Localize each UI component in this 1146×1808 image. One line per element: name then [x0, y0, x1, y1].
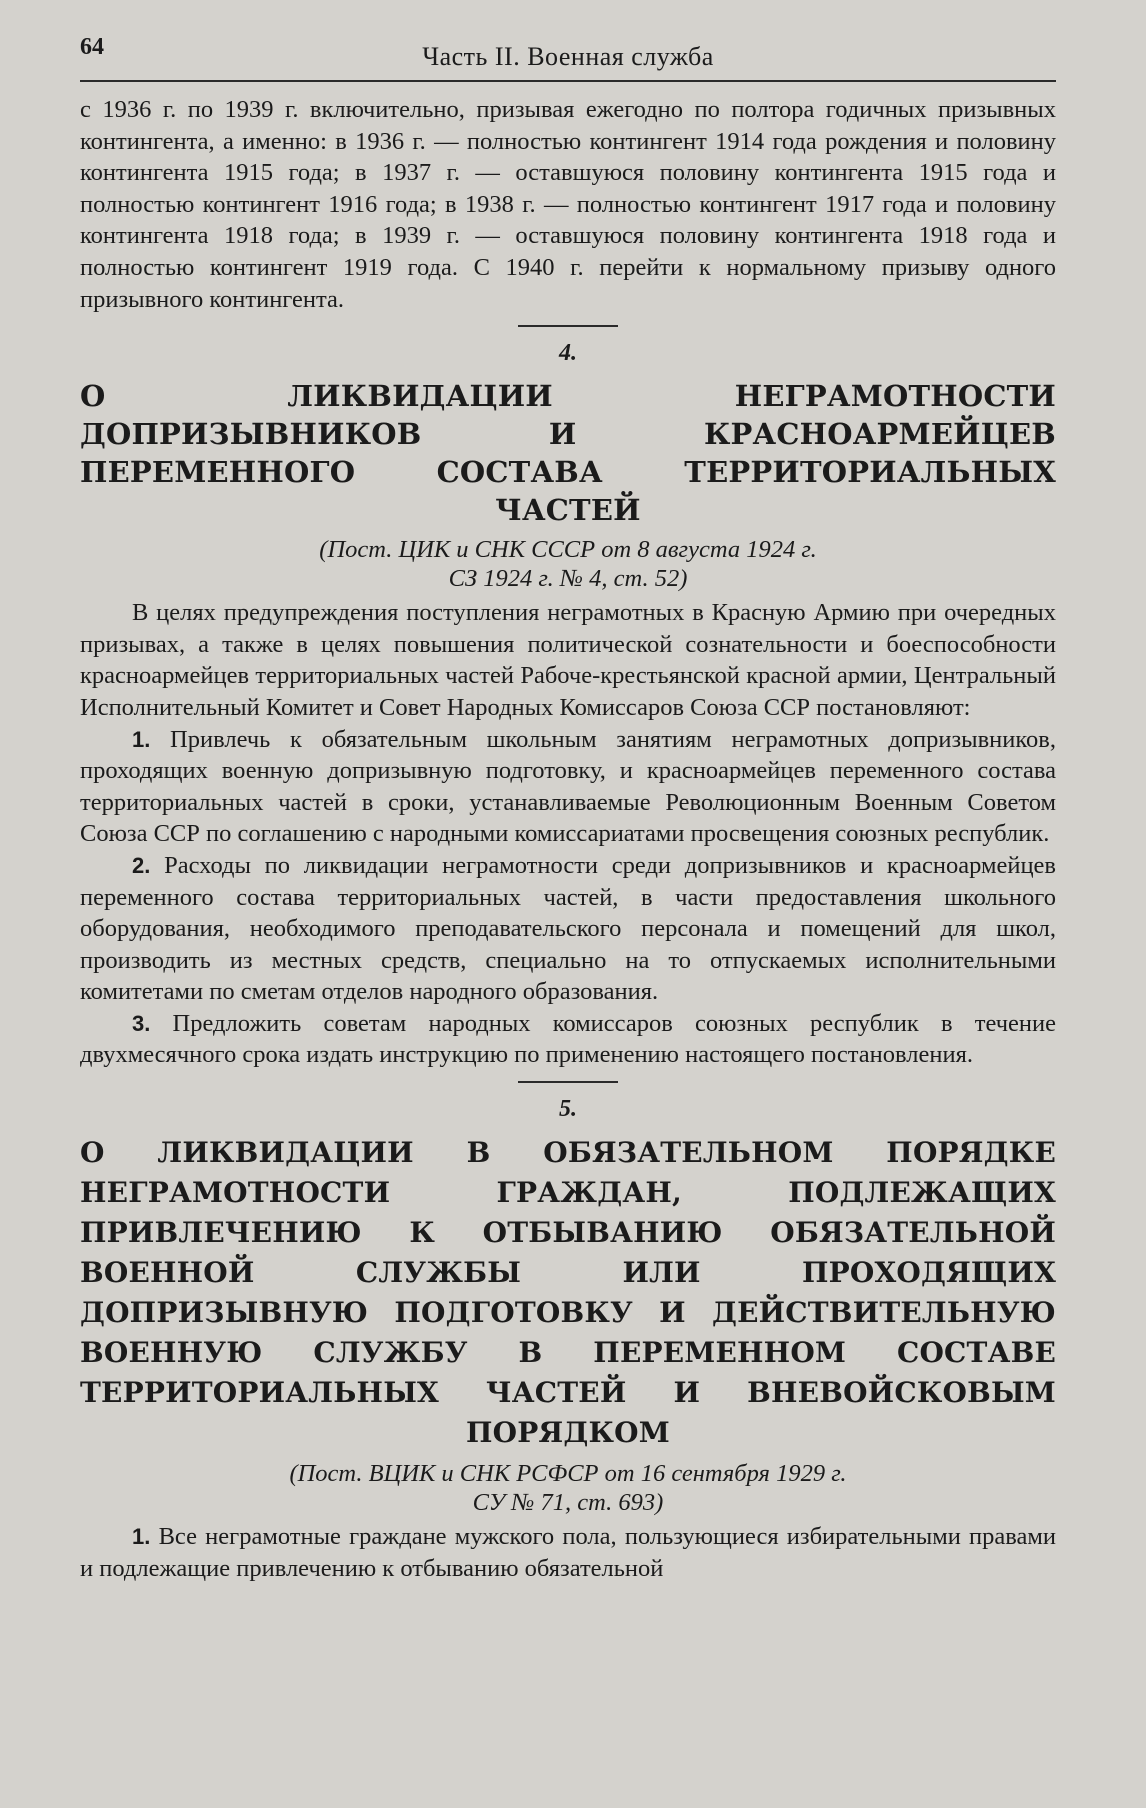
page-body — [80, 94, 1056, 1584]
preamble-paragraph: В целях предупреждения поступления неграмотных в Красную Армию при очередных призывах, а также в целях повышения политической сознательности и боеспособности красноармейцев территориальных частей Рабоче-крестьянской красной армии, Центральный Исполнительный Комитет и Совет Народных Комиссаров Союза ССР постановляют: — [80, 599, 1056, 721]
source-citation — [80, 535, 1056, 593]
section-divider — [518, 325, 618, 327]
source-line: СЗ 1924 г. № 4, ст. 52) — [448, 565, 688, 593]
source-line: СУ № 71, ст. 693) — [472, 1489, 664, 1517]
section-divider — [518, 1081, 618, 1083]
item-number: 1. — [132, 1524, 151, 1550]
source-citation — [80, 1459, 1056, 1517]
item-number: 1. — [132, 726, 151, 752]
source-line: (Пост. ЦИК и СНК СССР от 8 августа 1924 г. — [319, 536, 817, 564]
section-number: 5. — [559, 1096, 577, 1123]
running-title: Часть II. Военная служба — [422, 42, 714, 71]
item-text: Все неграмотные граждане мужского пола, пользующиеся избирательными правами и подлежащие привлечению к отбыванию обязательной — [80, 1523, 1057, 1582]
numbered-paragraph — [80, 850, 1056, 1008]
item-text: Предложить советам народных комиссаров союзных республик в течение двухмесячного срока издать инструкцию по применению настоящего постановления. — [80, 1009, 1057, 1069]
item-text: Расходы по ликвидации неграмотности среди допризывников и красноармейцев переменного состава территориальных частей, в части предоставления школьного оборудования, необходимого преподавательского персонала и помещений для школ, производить из местных средств, специально на то отпускаемых исполнительными комитетами по сметам отделов народного образования. — [80, 851, 1056, 1006]
item-number: 3. — [132, 1010, 151, 1036]
running-header — [80, 30, 1056, 82]
item-text: Привлечь к обязательным школьным занятиям неграмотных допризывников, проходящих военную допризывную подготовку, и красноармейцев переменного состава территориальных частей в сроки, устанавливаемые Революционным Военным Советом Союза ССР по соглашению с народными комиссариатами просвещения союзных республик. — [80, 725, 1056, 848]
page-number: 64 — [80, 34, 104, 60]
source-line: (Пост. ВЦИК и СНК РСФСР от 16 сентября 1929 г. — [289, 1460, 847, 1488]
continued-paragraph: с 1936 г. по 1939 г. включительно, призывая ежегодно по полтора годичных призывных контингента, а именно: в 1936 г. — полностью контингент 1914 года рождения и половину контингента 1915 года; в 1937 г. — оставшуюся половину контингента 1915 года и полностью контингент 1916 года; в 1938 г. — полностью контингент 1917 года и половину контингента 1918 года; в 1939 г. — оставшуюся половину контингента 1918 года и полностью контингент 1919 года. С 1940 г. перейти к нормальному призыву одного призывного контингента. — [80, 96, 1056, 313]
section-number: 4. — [559, 340, 577, 367]
numbered-paragraph — [80, 724, 1056, 850]
item-number: 2. — [132, 852, 151, 878]
section-title: О ЛИКВИДАЦИИ НЕГРАМОТНОСТИ ДОПРИЗЫВНИКОВ И КРАСНОАРМЕЙЦЕВ ПЕРЕМЕННОГО СОСТАВА ТЕРРИТОРИАЛЬНЫХ ЧАСТЕЙ — [80, 379, 1056, 528]
section-title: О ЛИКВИДАЦИИ В ОБЯЗАТЕЛЬНОМ ПОРЯДКЕ НЕГРАМОТНОСТИ ГРАЖДАН, ПОДЛЕЖАЩИХ ПРИВЛЕЧЕНИЮ К ОТБЫВАНИЮ ОБЯЗАТЕЛЬНОЙ ВОЕННОЙ СЛУЖБЫ ИЛИ ПРОХОДЯЩИХ ДОПРИЗЫВНУЮ ПОДГОТОВКУ И ДЕЙСТВИТЕЛЬНУЮ ВОЕННУЮ СЛУЖБУ В ПЕРЕМЕННОМ СОСТАВЕ ТЕРРИТОРИАЛЬНЫХ ЧАСТЕЙ И ВНЕВОЙСКОВЫМ ПОРЯДКОМ — [80, 1136, 1056, 1450]
numbered-paragraph — [80, 1521, 1056, 1584]
numbered-paragraph — [80, 1008, 1056, 1071]
